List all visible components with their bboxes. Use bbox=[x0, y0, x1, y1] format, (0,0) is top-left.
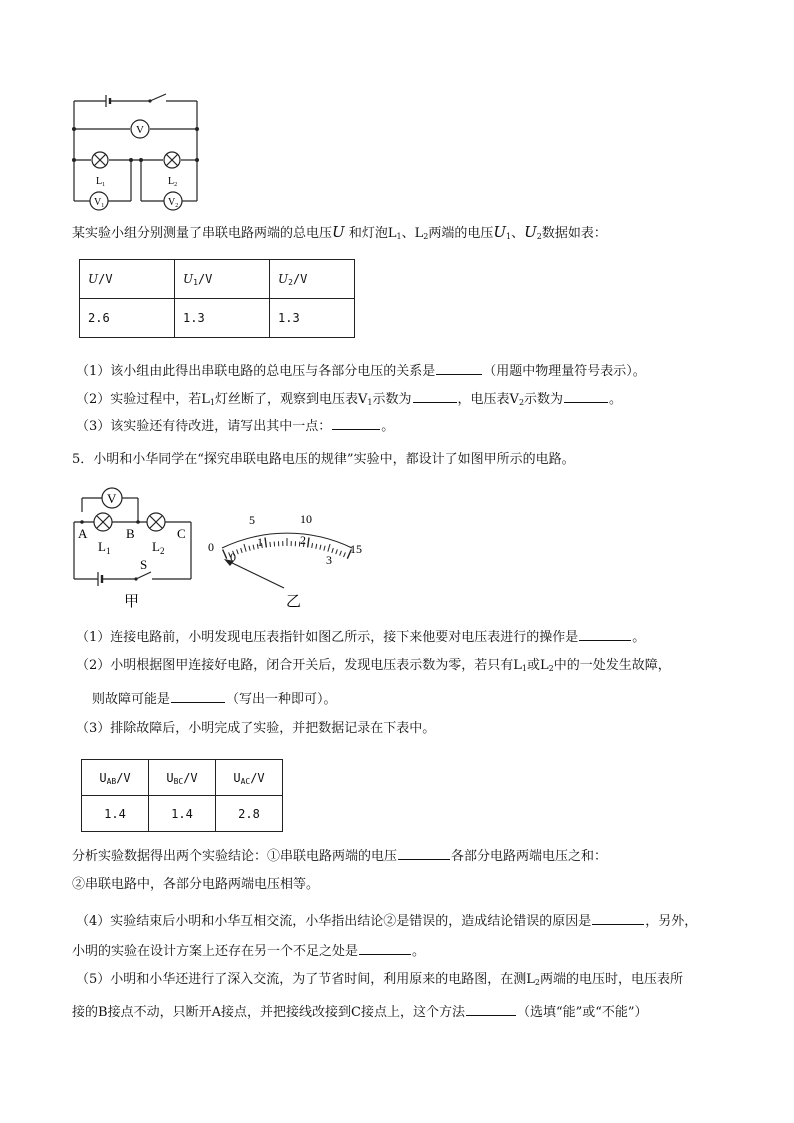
svg-text:L2: $L_2$ bbox=[152, 539, 165, 556]
table-header-cell: $U_2/V$ bbox=[270, 260, 355, 299]
dial-tick bbox=[308, 538, 309, 548]
v1-sub: 1 bbox=[101, 203, 105, 209]
v1-label: V bbox=[94, 197, 102, 208]
dial-tick bbox=[324, 546, 325, 551]
dial-tick bbox=[249, 546, 250, 551]
q4-part3: （3）该实验还有待改进，请写出其中一点： 。 bbox=[76, 416, 394, 436]
dial-inner-2: 2 bbox=[300, 533, 306, 547]
point-c-label: C bbox=[177, 526, 186, 541]
dial-inner-1: 1 bbox=[257, 535, 263, 549]
data-table-1 bbox=[79, 259, 355, 338]
svg-text:L1: $L_1$ bbox=[98, 539, 111, 556]
q5-part2-cont: 则故障可能是 （写出一种即可）。 bbox=[92, 689, 337, 709]
question-5-title: 5．小明和小华同学在“探究串联电路电压的规律”实验中，都设计了如图甲所示的电路。 bbox=[72, 452, 575, 467]
dial-tick bbox=[332, 548, 333, 553]
q4-part1: （1）该小组由此得出串联电路的总电压与各部分电压的关系是 （用题中物理量符号表示）。 bbox=[76, 361, 646, 381]
dial-tick bbox=[241, 548, 242, 553]
point-b-label: B bbox=[126, 526, 135, 541]
q4-part2: （2）实验过程中，若$L_1$灯丝断了，观察到电压表$V_1$示数为 ，电压表$V_2$示数为 。 bbox=[76, 389, 622, 409]
dial-tick bbox=[336, 549, 338, 554]
table-cell: 1.3 bbox=[270, 299, 355, 338]
q5-part4-cont: 小明的实验在设计方案上还存在另一个不足之处是 。 bbox=[72, 941, 425, 961]
dial-inner-3: 3 bbox=[326, 553, 332, 567]
answer-blank[interactable] bbox=[466, 1002, 516, 1016]
dial-outer-10: 10 bbox=[300, 512, 312, 526]
q5-conclusion: 分析实验数据得出两个实验结论：①串联电路两端的电压 各部分电路两端电压之和： bbox=[72, 846, 607, 866]
table-cell: 2.8 bbox=[216, 796, 283, 832]
dial-tick bbox=[265, 538, 266, 548]
dial-tick bbox=[253, 545, 254, 550]
answer-blank[interactable] bbox=[359, 941, 411, 955]
table-header-cell: U/V bbox=[80, 260, 175, 299]
table-row bbox=[80, 299, 355, 338]
table-cell: 2.6 bbox=[80, 299, 175, 338]
q5-part1: （1）连接电路前，小明发现电压表指针如图乙所示，接下来他要对电压表进行的操作是 。 bbox=[76, 627, 645, 647]
jia-l2-label: L bbox=[152, 539, 160, 554]
q5-part4: （4）实验结束后小明和小华互相交流，小华指出结论②是错误的，造成结论错误的原因是 ，另外， bbox=[76, 911, 697, 931]
dial-tick bbox=[270, 542, 271, 547]
jia-voltmeter-label: V bbox=[107, 491, 117, 506]
dial-outer-0: 0 bbox=[208, 540, 214, 554]
svg-text:V2 bbox=[168, 197, 178, 209]
dial-tick bbox=[312, 543, 313, 548]
dial-tick bbox=[340, 551, 342, 556]
table-row bbox=[82, 796, 283, 832]
dial-inner-0: 0 bbox=[230, 550, 236, 564]
caption-yi: 乙 bbox=[286, 594, 302, 610]
voltmeter-label: V bbox=[136, 124, 144, 136]
voltmeter-dial-yi bbox=[204, 506, 374, 612]
answer-blank[interactable] bbox=[413, 389, 457, 403]
point-a-label: A bbox=[78, 526, 88, 541]
table-cell: 1.4 bbox=[82, 796, 149, 832]
dial-tick bbox=[244, 544, 246, 552]
lamp1-sub: 1 bbox=[102, 182, 106, 188]
table-header-row bbox=[80, 260, 355, 299]
answer-blank[interactable] bbox=[171, 689, 225, 703]
svg-text:L1 bbox=[96, 176, 105, 188]
v2-label: V bbox=[168, 197, 176, 208]
svg-text:L2 bbox=[168, 176, 177, 188]
svg-text:V1 bbox=[94, 197, 104, 209]
dial-pointer bbox=[226, 560, 284, 588]
table-header-cell: $U_{BC}/V$ bbox=[149, 760, 216, 796]
q5-part5-cont: 接的B接点不动，只断开A接点，并把接线改接到C接点上，这个方法 （选填“能”或“不能”） bbox=[72, 1002, 648, 1022]
dial-tick bbox=[316, 544, 317, 549]
answer-blank[interactable] bbox=[579, 627, 631, 641]
lamp1-label: L bbox=[96, 176, 103, 187]
lamp2-label: L bbox=[168, 176, 175, 187]
dial-outer-5: 5 bbox=[249, 513, 255, 527]
dial-tick bbox=[237, 549, 239, 554]
table-header-row bbox=[82, 760, 283, 796]
intro-line: 某实验小组分别测量了串联电路两端的总电压U 和灯泡$L_1$、$L_2$两端的电压$U_1$、$U_2$数据如表： bbox=[72, 223, 607, 241]
dial-tick bbox=[328, 544, 330, 552]
circuit-diagram-1 bbox=[66, 88, 206, 216]
jia-l1-label: L bbox=[98, 539, 106, 554]
switch-label: S bbox=[140, 557, 148, 572]
dial-tick bbox=[344, 552, 346, 557]
table-header-cell: $U_1/V$ bbox=[175, 260, 270, 299]
v2-sub: 2 bbox=[175, 203, 179, 209]
q5-part5: （5）小明和小华还进行了深入交流，为了节省时间，利用原来的电路图，在测$L_2$两端的电压时，电压表所 bbox=[76, 972, 684, 987]
q5-conclusion-2: ②串联电路中，各部分电路两端电压相等。 bbox=[72, 877, 320, 892]
table-header-cell: $U_{AC}/V$ bbox=[216, 760, 283, 796]
dial-tick bbox=[320, 545, 321, 550]
answer-blank[interactable] bbox=[436, 361, 482, 375]
table-header-cell: $U_{AB}/V$ bbox=[82, 760, 149, 796]
answer-blank[interactable] bbox=[592, 911, 644, 925]
circuit-diagram-jia bbox=[66, 484, 202, 610]
q5-part3: （3）排除故障后，小明完成了实验，并把数据记录在下表中。 bbox=[76, 721, 436, 736]
dial-tick bbox=[223, 550, 227, 559]
table-cell: 1.3 bbox=[175, 299, 270, 338]
answer-blank[interactable] bbox=[398, 846, 450, 860]
lamp2-sub: 2 bbox=[174, 182, 178, 188]
answer-blank[interactable] bbox=[564, 389, 608, 403]
data-table-2 bbox=[81, 759, 283, 832]
caption-jia: 甲 bbox=[124, 594, 140, 610]
answer-blank[interactable] bbox=[332, 416, 380, 430]
q5-part2: （2）小明根据图甲连接好电路，闭合开关后，发现电压表示数为零，若只有$L_1$或$L_2$中的一处发生故障， bbox=[76, 658, 671, 673]
dial-outer-15: 15 bbox=[350, 542, 362, 556]
table-cell: 1.4 bbox=[149, 796, 216, 832]
